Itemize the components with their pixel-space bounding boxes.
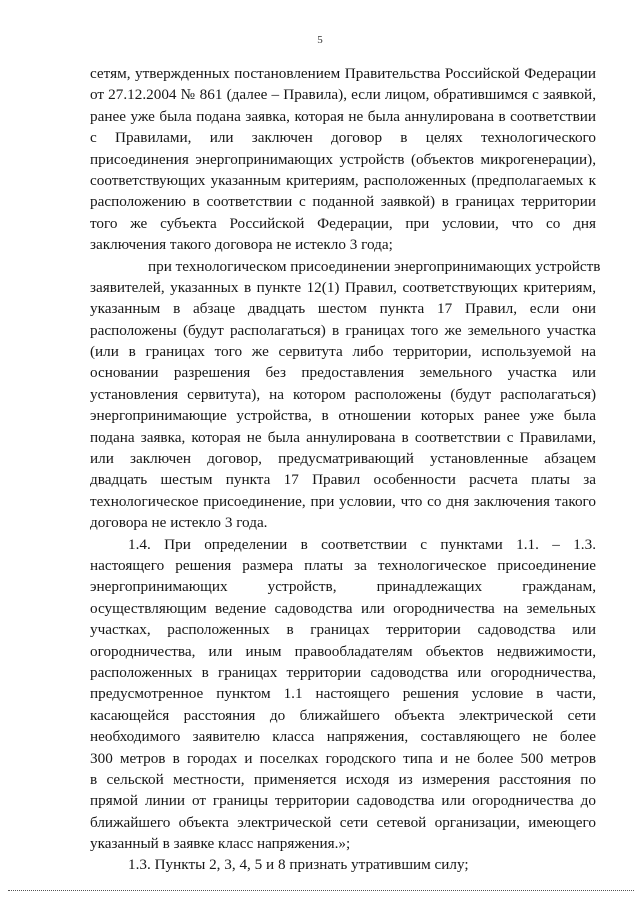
text-line: основании разрешения без предоставления земельного участка или [90,364,596,382]
paragraph [90,63,596,256]
text-line: энергопринимающие устройства, в отношении которых ранее уже была [90,407,596,425]
text-line: ближайшего объекта электрической сети сетевой организации, имеющего [90,813,596,831]
text-line: в сельской местности, применяется исходя из измерения расстояния по [90,770,596,788]
text-line: 1.4. При определении в соответствии с пунктами 1.1. – 1.3. [128,535,596,553]
page-bottom-rule [8,890,634,891]
text-line: присоединения энергопринимающих устройств (объектов микрогенерации), [90,150,596,168]
text-line: расположению в соответствии с поданной заявкой) в границах территории [90,193,596,211]
text-line: с Правилами, или заключен договор в целях технологического [90,129,596,147]
text-line: технологическое присоединение, при условии, что со дня заключения такого [90,492,596,510]
text-line: ранее уже была подана заявка, которая не была аннулирована в соответствии [90,107,596,125]
text-line: огородничества, или иным правообладателям объектов недвижимости, [90,642,596,660]
text-line: заключения такого договора не истекло 3 года; [90,236,393,254]
text-line: настоящего решения размера платы за технологическое присоединение [90,556,596,574]
text-line: указанный в заявке класс напряжения.»; [90,835,351,853]
text-line: участках, расположенных в границах территории садоводства или [90,621,596,639]
text-line: касающейся расстояния до ближайшего объекта электрической сети [90,706,596,724]
text-line: соответствующих указанным критериям, расположенных (предполагаемых к [90,171,596,189]
paragraph [90,256,601,534]
text-line: от 27.12.2004 № 861 (далее – Правила), если лицом, обратившимся с заявкой, [90,86,596,104]
text-line: (или в границах того же сервитута либо территории, используемой на [90,343,596,361]
text-line: или заключен договор, предусматривающий установленные абзацем [90,450,596,468]
text-line: расположены (будут располагаться) в границах того же земельного участка [90,321,596,339]
text-line: энергопринимающих устройств, принадлежащих гражданам, [90,578,596,596]
document-body [90,63,601,876]
paragraph [90,534,596,855]
text-line: 1.3. Пункты 2, 3, 4, 5 и 8 признать утратившим силу; [128,856,469,874]
text-line: договора не истекло 3 года. [90,514,268,532]
text-line: необходимого заявителю класса напряжения, составляющего не более [90,728,596,746]
text-line: установления сервитута), на котором расположены (будут располагаться) [90,385,596,403]
text-line: сетям, утвержденных постановлением Правительства Российской Федерации [90,65,596,82]
text-line: того же субъекта Российской Федерации, при условии, что со дня [90,214,596,232]
text-line: предусмотренное пунктом 1.1 настоящего решения условие в части, [90,685,596,703]
text-line: подана заявка, которая не была аннулирована в соответствии с Правилами, [90,428,596,446]
page-number: 5 [317,34,323,46]
text-line: осуществляющим ведение садоводства или огородничества на земельных [90,599,596,617]
text-line: 300 метров в городах и поселках городского типа и не более 500 метров [90,749,596,767]
paragraph [90,854,596,875]
text-line: расположенных в границах территории садоводства или огородничества, [90,663,596,681]
text-line: двадцать шестым пункта 17 Правил особенности расчета платы за [90,471,596,489]
text-line: прямой линии от границы территории садоводства или огородничества до [90,792,596,810]
text-line: заявителей, указанных в пункте 12(1) Правил, соответствующих критериям, [90,278,596,296]
text-line: указанным в абзаце двадцать шестом пункта 17 Правил, если они [90,300,596,318]
text-line: при технологическом присоединении энергопринимающих устройств [148,257,601,275]
